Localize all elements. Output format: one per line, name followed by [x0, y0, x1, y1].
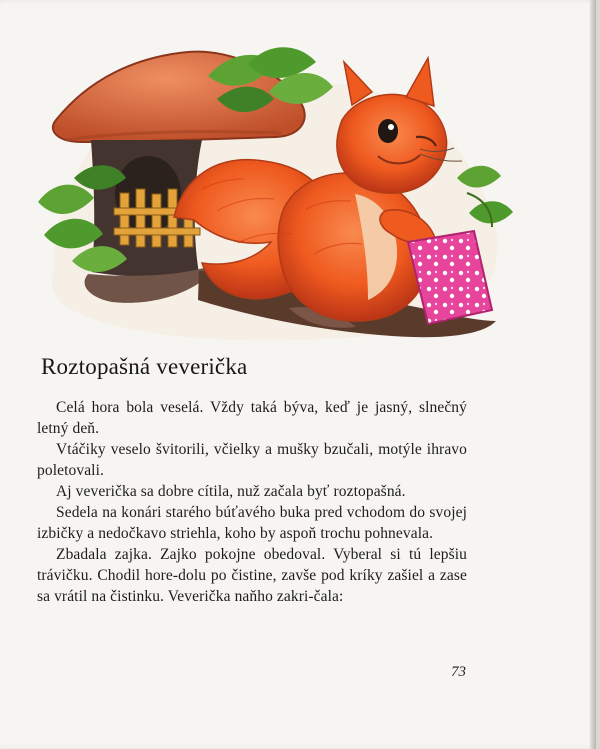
- squirrel-eye: [378, 119, 398, 143]
- story-body: [37, 397, 467, 607]
- page-number: 73: [451, 664, 466, 680]
- story-paragraph: Aj veverička sa dobre cítila, nuž začala byť roztopašná.: [56, 483, 406, 500]
- story-paragraph: Vtáčiky veselo švitorili, včielky a mušky bzučali, motýle ihravo poletovali.: [37, 441, 467, 479]
- fence-post: [136, 189, 145, 247]
- page-edge-shadow: [590, 0, 596, 749]
- fence-post: [120, 193, 129, 245]
- fence-post: [152, 194, 161, 247]
- fence-rail: [114, 228, 200, 235]
- eye-highlight: [388, 124, 394, 130]
- story-title: Roztopašná veverička: [41, 354, 248, 379]
- squirrel-ear-right: [406, 58, 434, 106]
- story-paragraph: Sedela na konári starého búťavého buka pred vchodom do svojej izbičky a nedočkavo striehla, koho by aspoň trochu pohnevala.: [37, 504, 467, 542]
- squirrel-head: [337, 94, 447, 193]
- squirrel-illustration: [24, 28, 524, 343]
- story-paragraph: Zbadala zajka. Zajko pokojne obedoval. Vyberal si tú lepšiu trávičku. Chodil hore-dolu po čistine, zavše pod kríky zašiel a zase sa vrátil na čistinku. Veverička naňho zakri-čala:: [37, 546, 467, 605]
- story-paragraph: Celá hora bola veselá. Vždy taká býva, keď je jasný, slnečný letný deň.: [37, 399, 467, 437]
